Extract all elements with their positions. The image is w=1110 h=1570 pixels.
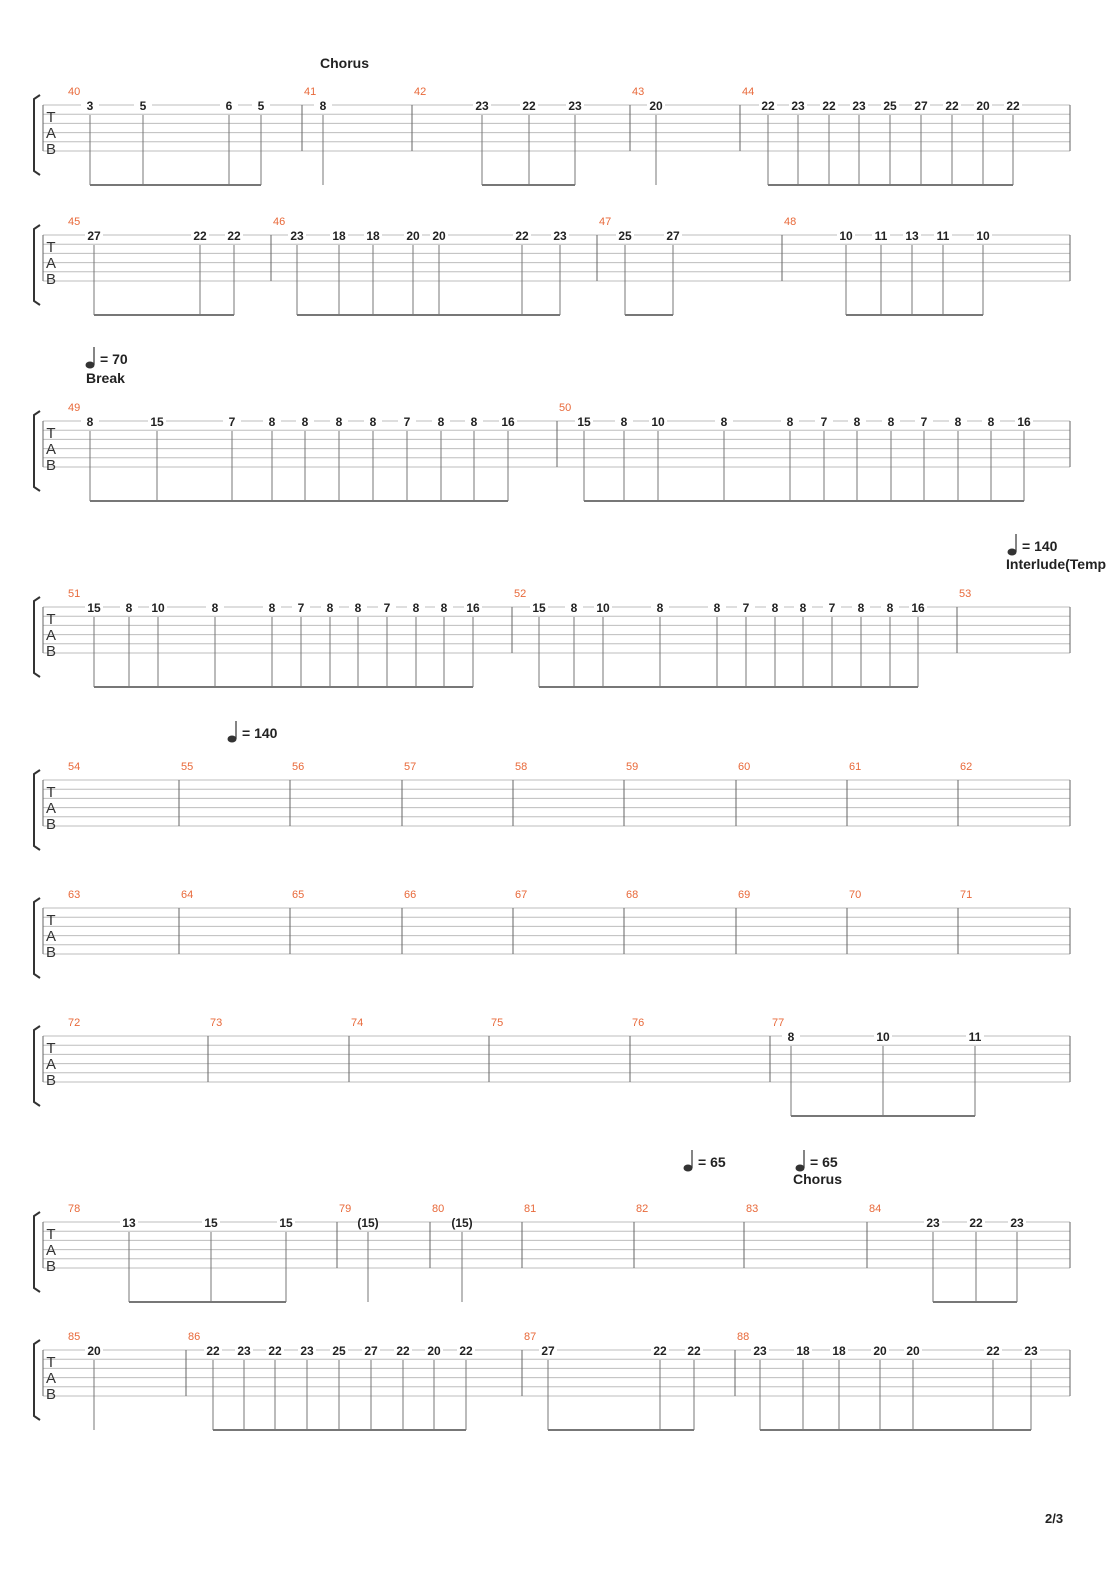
fret-number: 8: [470, 415, 478, 429]
fret-number: 8: [440, 601, 448, 615]
measure-number: 78: [68, 1203, 81, 1215]
fret-number: 7: [920, 415, 928, 429]
measure-number: 53: [959, 588, 972, 600]
tempo-marking: [1008, 534, 1058, 556]
measure-number: 67: [515, 889, 528, 901]
section-label: Chorus: [793, 1171, 842, 1187]
measure-number: 49: [68, 402, 81, 414]
measure-number: 51: [68, 588, 81, 600]
tab-clef-letter: B: [45, 816, 57, 833]
system-bracket: [34, 1340, 40, 1420]
fret-number: 15: [532, 601, 546, 615]
fret-number: 22: [268, 1344, 282, 1358]
measure-number: 48: [784, 216, 797, 228]
measure-number: 55: [181, 761, 194, 773]
measure-number: 77: [772, 1017, 785, 1029]
tab-system: [34, 889, 1070, 978]
tempo-value: = 65: [810, 1154, 838, 1170]
tab-clef-letter: A: [45, 928, 57, 945]
tab-clef-letter: B: [45, 643, 57, 660]
system-bracket: [34, 225, 40, 305]
fret-number: 23: [1024, 1344, 1038, 1358]
tab-clef-letter: A: [45, 627, 57, 644]
tab-clef-letter: T: [46, 425, 56, 442]
fret-number: 8: [86, 415, 94, 429]
measure-number: 47: [599, 216, 612, 228]
tab-clef-letter: B: [45, 457, 57, 474]
fret-number: 7: [820, 415, 828, 429]
measure-number: 40: [68, 86, 81, 98]
fret-number: 20: [906, 1344, 920, 1358]
fret-number: 8: [771, 601, 779, 615]
fret-number: 22: [986, 1344, 1000, 1358]
tab-clef-letter: T: [46, 109, 56, 126]
measure-number: 44: [742, 86, 755, 98]
fret-number: 10: [596, 601, 610, 615]
fret-number: 3: [86, 99, 94, 113]
fret-number: 22: [761, 99, 775, 113]
tab-system: [34, 216, 1070, 315]
section-label: Chorus: [320, 55, 369, 71]
quarter-note-icon: [228, 736, 237, 743]
fret-number: 6: [225, 99, 233, 113]
fret-number: 15: [204, 1216, 218, 1230]
fret-number: 11: [874, 229, 888, 243]
fret-number: 5: [139, 99, 147, 113]
fret-number: 8: [268, 415, 276, 429]
fret-number: 16: [911, 601, 925, 615]
measure-number: 43: [632, 86, 645, 98]
fret-number: 8: [211, 601, 219, 615]
tab-clef-letter: A: [45, 1242, 57, 1259]
measure-number: 80: [432, 1203, 445, 1215]
fret-number: 13: [122, 1216, 136, 1230]
measure-number: 66: [404, 889, 417, 901]
fret-number: 20: [427, 1344, 441, 1358]
fret-number: 15: [150, 415, 164, 429]
section-label: Break: [86, 370, 125, 386]
measure-number: 73: [210, 1017, 223, 1029]
quarter-note-icon: [86, 362, 95, 369]
fret-number: 25: [332, 1344, 346, 1358]
fret-number: 8: [354, 601, 362, 615]
quarter-note-icon: [684, 1165, 693, 1172]
fret-number: 27: [541, 1344, 555, 1358]
system-bracket: [34, 411, 40, 491]
fret-number: 22: [687, 1344, 701, 1358]
fret-number: 22: [822, 99, 836, 113]
measure-number: 88: [737, 1331, 750, 1343]
measure-number: 71: [960, 889, 973, 901]
tempo-value: = 140: [242, 725, 278, 741]
measure-number: 74: [351, 1017, 364, 1029]
fret-number: 8: [786, 415, 794, 429]
fret-number: 22: [522, 99, 536, 113]
fret-number: 16: [466, 601, 480, 615]
fret-number: 8: [125, 601, 133, 615]
system-bracket: [34, 1026, 40, 1106]
page-number: 2/3: [1045, 1511, 1064, 1526]
fret-number: 22: [206, 1344, 220, 1358]
fret-number: 22: [945, 99, 959, 113]
measure-number: 54: [68, 761, 81, 773]
tab-clef-letter: A: [45, 255, 57, 272]
fret-number: 18: [796, 1344, 810, 1358]
fret-number: 18: [832, 1344, 846, 1358]
fret-number: 8: [713, 601, 721, 615]
system-bracket: [34, 1212, 40, 1292]
fret-number: 22: [969, 1216, 983, 1230]
fret-number: 22: [396, 1344, 410, 1358]
tab-clef-letter: T: [46, 1354, 56, 1371]
measure-number: 60: [738, 761, 751, 773]
fret-number: 8: [437, 415, 445, 429]
fret-number: 8: [853, 415, 861, 429]
fret-number: 18: [332, 229, 346, 243]
fret-number: 23: [926, 1216, 940, 1230]
fret-number: 8: [954, 415, 962, 429]
tab-clef-letter: A: [45, 1056, 57, 1073]
tab-system: [34, 347, 1070, 501]
system-bracket: [34, 597, 40, 677]
measure-number: 46: [273, 216, 286, 228]
tab-clef-letter: A: [45, 1370, 57, 1387]
measure-number: 61: [849, 761, 862, 773]
tempo-value: = 140: [1022, 538, 1058, 554]
fret-number: 8: [301, 415, 309, 429]
tab-system: [34, 55, 1070, 185]
fret-number: 8: [369, 415, 377, 429]
fret-number: 8: [787, 1030, 795, 1044]
tab-clef-letter: T: [46, 611, 56, 628]
measure-number: 82: [636, 1203, 649, 1215]
fret-number: 8: [987, 415, 995, 429]
fret-number: 15: [87, 601, 101, 615]
fret-number: 8: [887, 415, 895, 429]
fret-number: 22: [459, 1344, 473, 1358]
fret-number: 7: [828, 601, 836, 615]
tab-clef-letter: B: [45, 1072, 57, 1089]
tab-clef-letter: T: [46, 784, 56, 801]
fret-number: (15): [357, 1216, 379, 1230]
measure-number: 41: [304, 86, 317, 98]
fret-number: 22: [227, 229, 241, 243]
measure-number: 75: [491, 1017, 504, 1029]
fret-number: 23: [553, 229, 567, 243]
fret-number: 22: [193, 229, 207, 243]
fret-number: 27: [666, 229, 680, 243]
fret-number: 27: [87, 229, 101, 243]
fret-number: 8: [326, 601, 334, 615]
measure-number: 69: [738, 889, 751, 901]
fret-number: 20: [649, 99, 663, 113]
tab-system: [34, 1331, 1070, 1430]
fret-number: 8: [620, 415, 628, 429]
measure-number: 62: [960, 761, 973, 773]
fret-number: 8: [720, 415, 728, 429]
measure-number: 50: [559, 402, 572, 414]
fret-number: 23: [791, 99, 805, 113]
fret-number: 23: [852, 99, 866, 113]
tempo-marking: [86, 347, 128, 369]
fret-number: 8: [656, 601, 664, 615]
tab-system: [34, 1017, 1070, 1116]
fret-number: 20: [432, 229, 446, 243]
fret-number: 8: [570, 601, 578, 615]
fret-number: 8: [335, 415, 343, 429]
measure-number: 87: [524, 1331, 537, 1343]
tab-clef-letter: B: [45, 1258, 57, 1275]
fret-number: 20: [873, 1344, 887, 1358]
tab-clef-letter: A: [45, 800, 57, 817]
measure-number: 65: [292, 889, 305, 901]
fret-number: 8: [412, 601, 420, 615]
measure-number: 84: [869, 1203, 882, 1215]
fret-number: 8: [799, 601, 807, 615]
fret-number: 7: [297, 601, 305, 615]
measure-number: 81: [524, 1203, 537, 1215]
system-bracket: [34, 770, 40, 850]
fret-number: 25: [883, 99, 897, 113]
fret-number: 10: [151, 601, 165, 615]
tempo-marking: [796, 1150, 838, 1172]
fret-number: 22: [515, 229, 529, 243]
fret-number: (15): [451, 1216, 473, 1230]
measure-number: 64: [181, 889, 194, 901]
fret-number: 16: [1017, 415, 1031, 429]
measure-number: 83: [746, 1203, 759, 1215]
fret-number: 11: [968, 1030, 982, 1044]
fret-number: 16: [501, 415, 515, 429]
fret-number: 23: [475, 99, 489, 113]
fret-number: 8: [268, 601, 276, 615]
tab-clef-letter: B: [45, 271, 57, 288]
fret-number: 8: [886, 601, 894, 615]
fret-number: 20: [976, 99, 990, 113]
fret-number: 15: [577, 415, 591, 429]
tempo-marking: [228, 721, 278, 743]
tab-system: [34, 534, 1106, 687]
measure-number: 52: [514, 588, 527, 600]
measure-number: 45: [68, 216, 81, 228]
tab-clef-letter: T: [46, 1226, 56, 1243]
tab-clef-letter: A: [45, 441, 57, 458]
measure-number: 86: [188, 1331, 201, 1343]
measure-number: 58: [515, 761, 528, 773]
fret-number: 22: [1006, 99, 1020, 113]
fret-number: 23: [237, 1344, 251, 1358]
fret-number: 22: [653, 1344, 667, 1358]
tab-clef-letter: T: [46, 239, 56, 256]
measure-number: 57: [404, 761, 417, 773]
fret-number: 20: [406, 229, 420, 243]
section-label: Interlude(Temp: [1006, 556, 1107, 572]
tab-clef-letter: T: [46, 1040, 56, 1057]
fret-number: 25: [618, 229, 632, 243]
fret-number: 20: [87, 1344, 101, 1358]
measure-number: 42: [414, 86, 427, 98]
tab-clef-letter: B: [45, 1386, 57, 1403]
fret-number: 23: [568, 99, 582, 113]
measure-number: 79: [339, 1203, 352, 1215]
tab-clef-letter: B: [45, 141, 57, 158]
tab-clef-letter: T: [46, 912, 56, 929]
fret-number: 15: [279, 1216, 293, 1230]
fret-number: 7: [228, 415, 236, 429]
measure-number: 72: [68, 1017, 81, 1029]
fret-number: 13: [905, 229, 919, 243]
tempo-value: = 70: [100, 351, 128, 367]
fret-number: 7: [403, 415, 411, 429]
fret-number: 23: [290, 229, 304, 243]
fret-number: 27: [914, 99, 928, 113]
fret-number: 7: [383, 601, 391, 615]
measure-number: 63: [68, 889, 81, 901]
fret-number: 10: [839, 229, 853, 243]
fret-number: 27: [364, 1344, 378, 1358]
fret-number: 8: [319, 99, 327, 113]
measure-number: 68: [626, 889, 639, 901]
fret-number: 10: [876, 1030, 890, 1044]
measure-number: 85: [68, 1331, 81, 1343]
quarter-note-icon: [1008, 549, 1017, 556]
tab-system: [34, 721, 1070, 850]
fret-number: 8: [857, 601, 865, 615]
fret-number: 10: [976, 229, 990, 243]
fret-number: 11: [936, 229, 950, 243]
fret-number: 10: [651, 415, 665, 429]
tab-clef-letter: B: [45, 944, 57, 961]
measure-number: 76: [632, 1017, 645, 1029]
fret-number: 18: [366, 229, 380, 243]
tab-clef-letter: A: [45, 125, 57, 142]
system-bracket: [34, 898, 40, 978]
fret-number: 23: [753, 1344, 767, 1358]
tempo-marking: [684, 1150, 726, 1172]
fret-number: 23: [300, 1344, 314, 1358]
system-bracket: [34, 95, 40, 175]
tempo-value: = 65: [698, 1154, 726, 1170]
tab-system: [34, 1150, 1070, 1302]
fret-number: 7: [742, 601, 750, 615]
quarter-note-icon: [796, 1165, 805, 1172]
measure-number: 56: [292, 761, 305, 773]
fret-number: 5: [257, 99, 265, 113]
measure-number: 70: [849, 889, 862, 901]
fret-number: 23: [1010, 1216, 1024, 1230]
measure-number: 59: [626, 761, 639, 773]
